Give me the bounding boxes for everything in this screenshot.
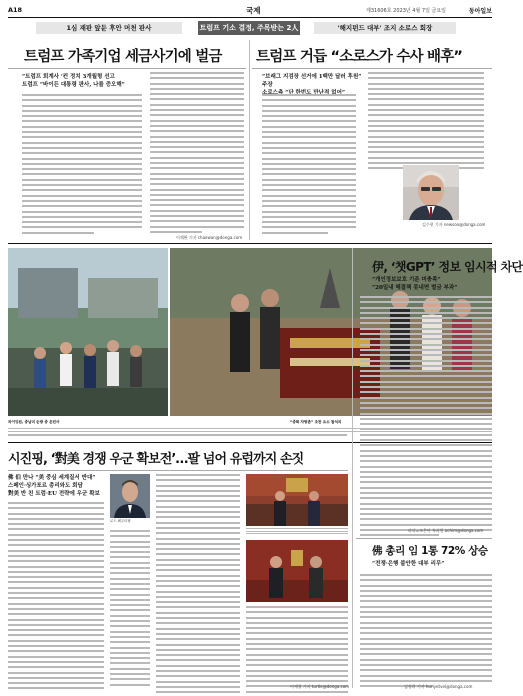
photo-caption-right: “중화 자랑촌” 조찬 요소 참석치 [290, 420, 342, 424]
article-2-rule [252, 68, 492, 69]
page-header [8, 4, 492, 18]
section-rule [8, 243, 492, 244]
article-3-rule [8, 470, 348, 471]
article-4-byline: 파리=조은아 특파원 achim@donga.com [408, 528, 484, 533]
article-4-subhead: “개인정보보호 기준 미충족” “20일내 해결책 못내면 벌금 부과” [372, 277, 458, 292]
article-3-body-col-1 [8, 502, 104, 693]
banner-right: '해지펀드 대부' 조지 소로스 회장 [314, 22, 456, 34]
article-2-body-col-1 [262, 94, 356, 237]
article-4-rule [356, 538, 492, 539]
photo-xi-sanchez [246, 474, 348, 526]
article-2-headline: 트럼프 거듭 “소로스가 수사 배후” [256, 49, 463, 65]
article-3-body-col-1b [110, 530, 150, 689]
article-2-subhead: “브래그 지검장 선거에 1백만 달러 후원” 주장 [262, 74, 362, 89]
soros-portrait-photo [403, 165, 459, 220]
article-1-body-col-1 [22, 94, 142, 237]
article-3-byline: 이세형 기자 turtle@donga.com [290, 684, 350, 689]
article-1-byline: 이채완 기자 chaewan@donga.com [176, 235, 243, 240]
page-number: A18 [8, 6, 23, 14]
photo-taiwan-president-guatemala [8, 248, 168, 416]
banner-left: 1심 재판 앞둔 후안 머천 판사 [36, 22, 182, 34]
topic-banner [8, 21, 492, 35]
column-divider [249, 40, 250, 240]
article-1-body-col-2 [150, 72, 244, 236]
photo-xi-caption [246, 528, 348, 536]
article-5-subhead: “전쟁·은행 불안한 대부 리무” [372, 561, 445, 567]
article-3-body-col-2 [156, 474, 240, 696]
article-1-rule [8, 68, 246, 69]
article-3-body-col-3 [246, 606, 348, 696]
issue-date: 제31606호 2023년 4월 7일 금요일 [366, 8, 446, 14]
article-4-body [360, 296, 492, 540]
article-1-subhead: “트럼프 회계사 ‘컨 정치 3개월형 선고 트럼프 “바이든 대통령 판사, 나를 증오해” [22, 74, 125, 89]
column-divider-2 [352, 248, 353, 688]
macron-portrait-photo [110, 474, 150, 518]
article-3-headline: 시진핑, ‘對美 경쟁 우군 확보전’…팔 넘어 유럽까지 손짓 [8, 452, 304, 467]
article-5-headline: 佛 총리 임 1통 72% 상승 [372, 545, 488, 557]
publication-name: 동아일보 [468, 8, 492, 15]
article-1-headline: 트럼프 가족기업 세금사기에 벌금 [24, 49, 222, 65]
article-5-byline: 김정희 기자 huriyetvel@donga.com [404, 684, 473, 689]
photo-xi-lee [246, 540, 348, 602]
macron-photo-label: 로드 페우티탈 [110, 519, 131, 523]
photo-caption-left: 차이잉원, 중남미 순방 중 온턴사 [8, 420, 60, 424]
article-2-body-col-2 [368, 72, 484, 173]
article-5-body [360, 574, 492, 691]
article-3-subhead: 佛 伯 만나 “美 중심 세계질서 반대” 스페인·싱가포르 총리와도 회담 對美 반 친 트럼·EU 전략에 우군 확보 [8, 475, 100, 498]
section-title: 국제 [246, 6, 261, 15]
article-2-byline: 김수현 기자 newsoo@donga.com [422, 222, 486, 227]
article-4-headline: 伊, ‘챗GPT’ 정보 임시적 차단 [372, 260, 523, 274]
banner-center: 트럼프 기소 결정, 주목받는 2人 [198, 21, 300, 35]
